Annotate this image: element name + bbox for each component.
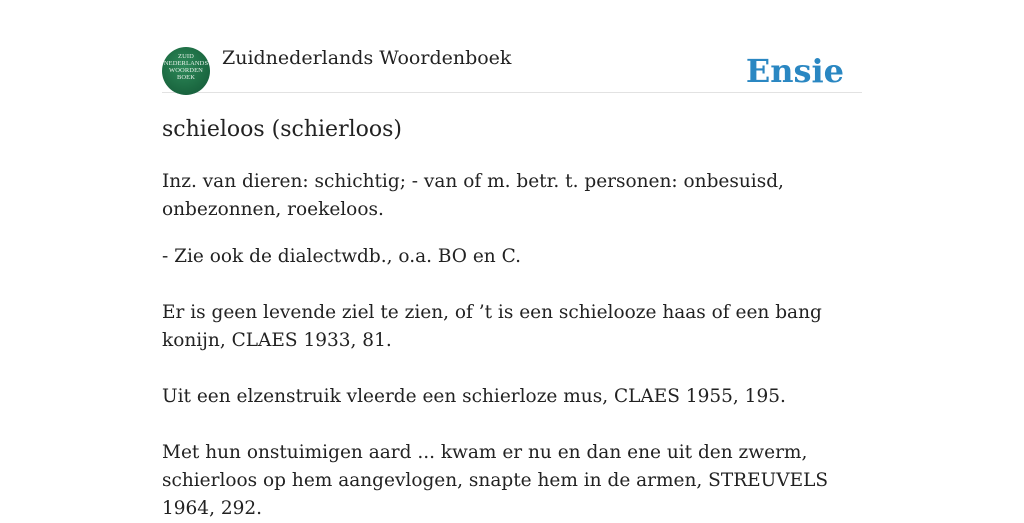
entry-content: [162, 114, 862, 523]
logo-line: WOORDEN: [169, 67, 203, 74]
entry-quote: Met hun onstuimigen aard ... kwam er nu en dan ene uit den zwerm, schierloos op hem aangevlogen, snapte hem in de armen, STREUVELS 1964, 292.: [162, 442, 829, 519]
dictionary-logo[interactable]: [162, 47, 210, 95]
dictionary-title-link[interactable]: Zuidnederlands Woordenboek: [222, 47, 512, 69]
entry-quote: Uit een elzenstruik vleerde een schierloze mus, CLAES 1955, 195.: [162, 386, 786, 407]
logo-wordmark: [162, 53, 210, 81]
logo-line: NEDERLANDS: [163, 60, 209, 67]
ensie-brand-link[interactable]: Ensie: [745, 52, 844, 90]
logo-line: BOEK: [176, 74, 196, 81]
logo-line: ZUID: [178, 53, 194, 60]
entry-headword: schieloos (schierloos): [162, 117, 402, 142]
site-header: [162, 44, 862, 93]
entry-quote: Er is geen levende ziel te zien, of ’t is een schielooze haas of een bang konijn, CLAES 1933, 81.: [162, 302, 822, 351]
entry-definition: Inz. van dieren: schichtig; - van of m. betr. t. personen: onbesuisd, onbezonnen, roekeloos.: [162, 171, 784, 220]
entry-note: - Zie ook de dialectwdb., o.a. BO en C.: [162, 246, 521, 267]
